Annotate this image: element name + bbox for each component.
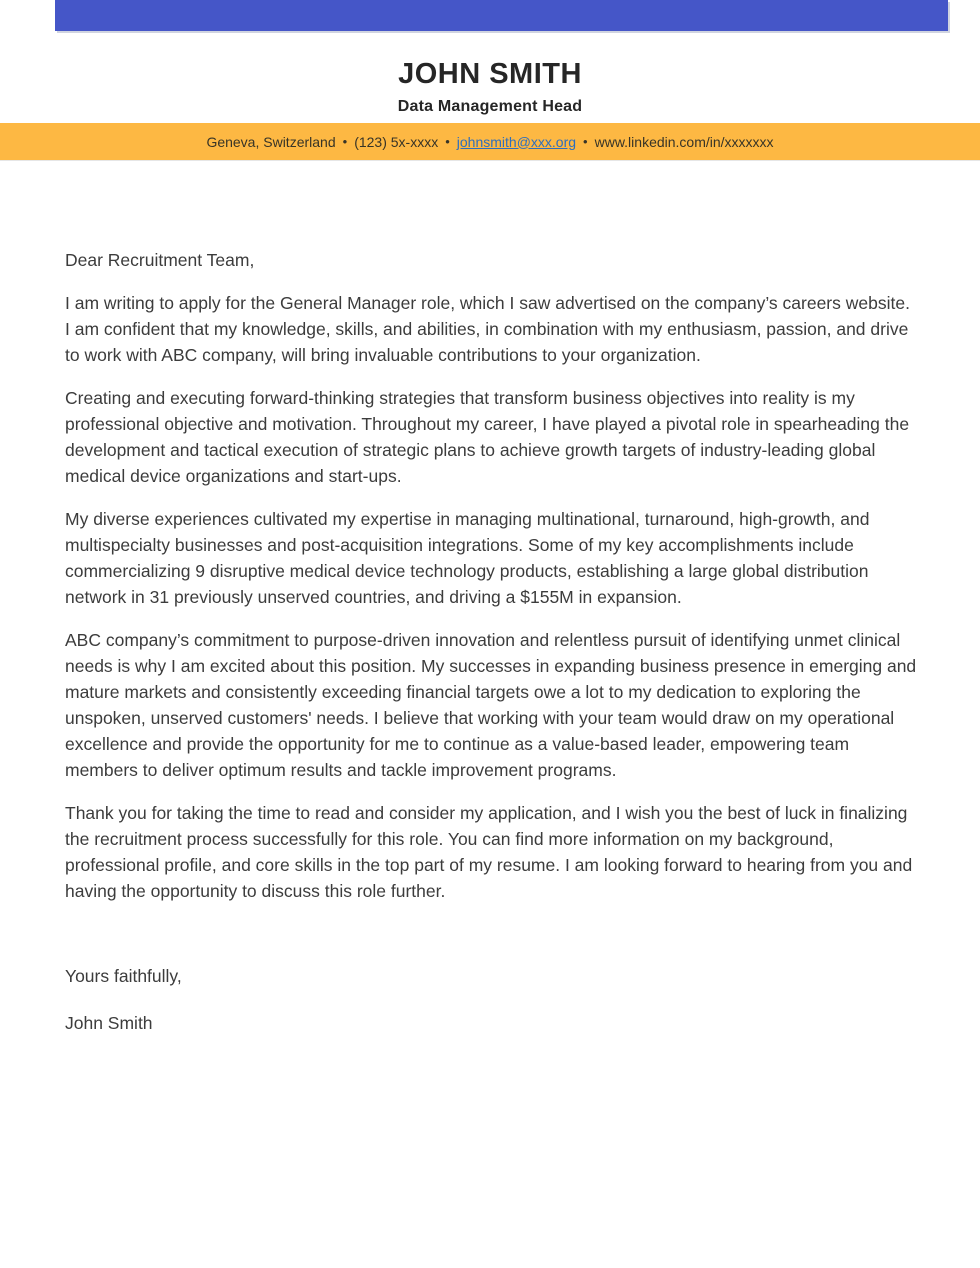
bullet-separator-icon: • — [583, 134, 588, 149]
bullet-separator-icon: • — [445, 134, 450, 149]
letterhead — [0, 57, 980, 116]
paragraph-3: My diverse experiences cultivated my expertise in managing multinational, turnaround, high-growth, and multispecialty businesses and post-acquisition integrations. Some of my key accomplishments include commercializing 9 disruptive medical device technology products, establishing a large global distribution network in 31 previously unserved countries, and driving a $155M in expansion. — [65, 509, 870, 607]
paragraph-1: I am writing to apply for the General Manager role, which I saw advertised on the company’s careers website. I am confident that my knowledge, skills, and abilities, in combination with my enthusiasm, passion, and drive to work with ABC company, will bring invaluable contributions to your organization. — [65, 293, 910, 365]
contact-location: Geneva, Switzerland — [206, 133, 336, 150]
closing-line: Yours faithfully, — [65, 966, 182, 986]
contact-email-link[interactable]: johnsmith@xxx.org — [456, 133, 577, 150]
contact-phone: (123) 5x-xxxx — [354, 133, 439, 150]
contact-website: www.linkedin.com/in/xxxxxxx — [594, 133, 774, 150]
signature-name: John Smith — [65, 1013, 153, 1033]
bullet-separator-icon: • — [342, 134, 348, 149]
letter-body — [65, 247, 918, 1036]
candidate-name: JOHN SMITH — [398, 58, 582, 90]
top-accent-bar — [55, 0, 948, 31]
paragraph-4: ABC company’s commitment to purpose-driven innovation and relentless pursuit of identifying unmet clinical needs is why I am excited about this position. My successes in expanding business presence in emerging and mature markets and consistently exceeding financial targets owe a lot to my dedication to exploring the unspoken, unserved customers' needs. I believe that working with your team would draw on my operational excellence and provide the opportunity for me to continue as a value-based leader, empowering team members to deliver optimum results and tackle improvement programs. — [65, 630, 917, 780]
candidate-job-title: Data Management Head — [397, 98, 583, 115]
salutation: Dear Recruitment Team, — [65, 250, 255, 270]
paragraph-2: Creating and executing forward-thinking strategies that transform business objectives into reality is my professional objective and motivation. Throughout my career, I have played a pivotal role in spearheading the development and tactical execution of strategic plans to achieve growth targets of industry-leading global medical device organizations and start-ups. — [65, 388, 910, 486]
paragraph-5: Thank you for taking the time to read and consider my application, and I wish you the best of luck in finalizing the recruitment process successfully for this role. You can find more information on my background, professional profile, and core skills in the top part of my resume. I am looking forward to hearing from you and having the opportunity to discuss this role further. — [65, 803, 913, 901]
contact-bar — [0, 123, 980, 160]
